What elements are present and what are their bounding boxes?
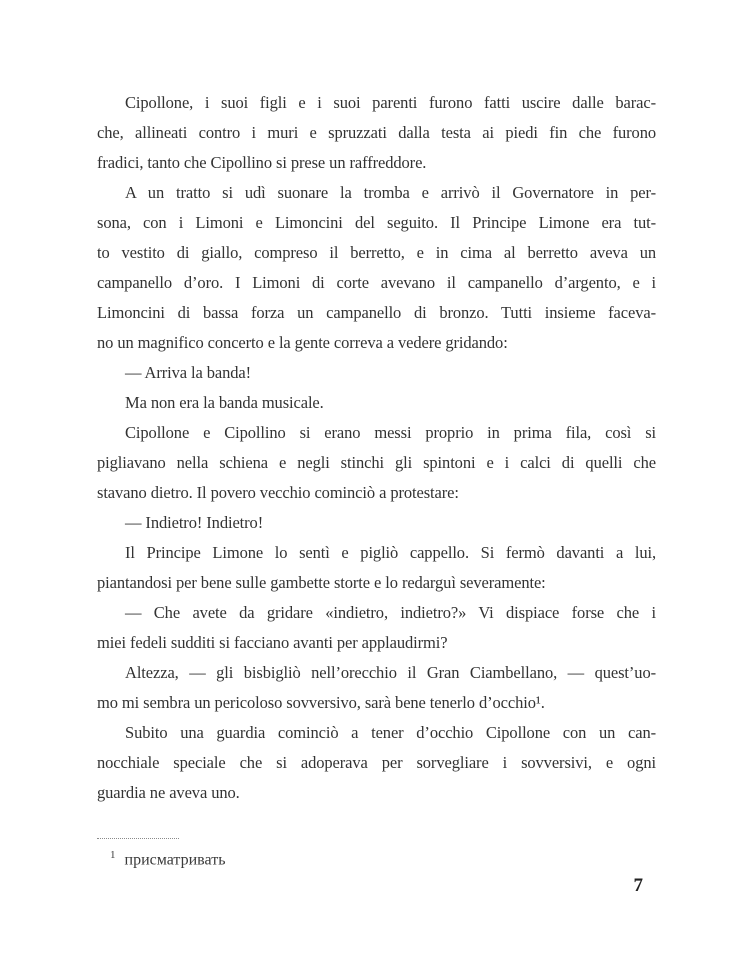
text-line: guardia ne aveva uno. [97, 783, 240, 802]
text-line: pigliavano nella schiena e negli stinchi gli spintoni e i calci di quelli che [97, 453, 656, 472]
page-body [97, 88, 656, 808]
footnote-separator [97, 838, 179, 839]
text-line: nocchiale speciale che si adoperava per sorvegliare i sovversivi, e ogni [97, 753, 656, 772]
paragraph [97, 178, 656, 358]
text-line: che, allineati contro i muri e spruzzati dalla testa ai piedi fin che furono [97, 123, 656, 142]
footnote [97, 843, 656, 872]
text-line: no un magnifico concerto e la gente correva a vedere gridando: [97, 333, 508, 352]
paragraph [97, 418, 656, 508]
text-line: — Indietro! Indietro! [125, 513, 264, 532]
text-line: campanello d’oro. I Limoni di corte avevano il campanello d’argento, e i [97, 273, 656, 292]
text-line: Limoncini di bassa forza un campanello di bronzo. Tutti insieme faceva- [97, 303, 656, 322]
text-line: Cipollone e Cipollino si erano messi proprio in prima fila, così si [125, 423, 656, 442]
paragraph [97, 598, 656, 658]
text-line: piantandosi per bene sulle gambette storte e lo redarguì severamente: [97, 573, 546, 592]
text-line: stavano dietro. Il povero vecchio cominciò a protestare: [97, 483, 459, 502]
footnote-text: присматривать [124, 851, 226, 869]
paragraph [97, 538, 656, 598]
footnote-marker: 1 [110, 849, 116, 861]
text-line: mo mi sembra un pericoloso sovversivo, sarà bene tenerlo d’occhio¹. [97, 693, 545, 712]
text-line: — Arriva la banda! [125, 363, 252, 382]
text-line: to vestito di giallo, compreso il berretto, e in cima al berretto aveva un [97, 243, 656, 262]
paragraph [97, 88, 656, 178]
page-number: 7 [633, 875, 643, 896]
paragraph [97, 388, 656, 418]
text-line: Cipollone, i suoi figli e i suoi parenti furono fatti uscire dalle barac- [125, 93, 656, 112]
paragraph [97, 358, 656, 388]
text-line: Ma non era la banda musicale. [125, 393, 324, 412]
text-line: sona, con i Limoni e Limoncini del seguito. Il Principe Limone era tut- [97, 213, 656, 232]
text-line: Il Principe Limone lo sentì e pigliò cappello. Si fermò davanti a lui, [125, 543, 656, 562]
text-line: fradici, tanto che Cipollino si prese un raffreddore. [97, 153, 427, 172]
text-line: A un tratto si udì suonare la tromba e arrivò il Governatore in per- [125, 183, 656, 202]
text-line: miei fedeli sudditi si facciano avanti per applaudirmi? [97, 633, 448, 652]
text-line: Subito una guardia cominciò a tener d’occhio Cipollone con un can- [125, 723, 656, 742]
text-line: Altezza, — gli bisbigliò nell’orecchio il Gran Ciambellano, — quest’uo- [125, 663, 656, 682]
paragraph [97, 718, 656, 808]
text-line: — Che avete da gridare «indietro, indietro?» Vi dispiace forse che i [125, 603, 656, 622]
paragraph [97, 658, 656, 718]
paragraph [97, 508, 656, 538]
